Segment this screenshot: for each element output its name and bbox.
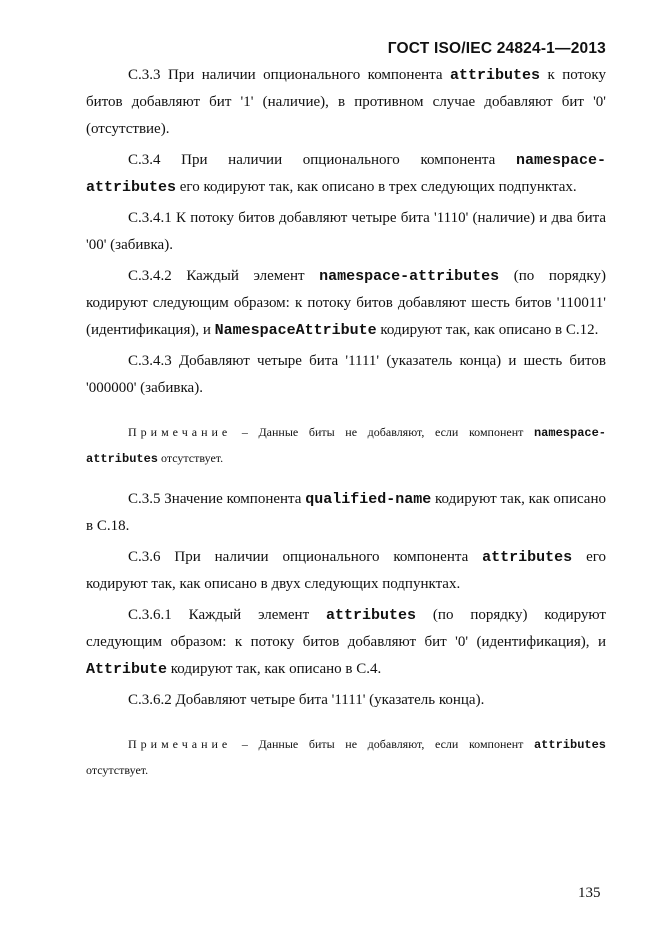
code-term: qualified-name [305,491,432,508]
page-body [86,62,606,783]
code-term: attributes [533,738,606,752]
paragraph-c362: С.3.6.2 Добавляют четыре бита '1111' (указатель конца). [128,692,485,708]
paragraph-c342: С.3.4.2 Каждый элемент namespace-attributes (по порядку) кодируют следующим образом: к потоку битов добавляют шесть битов '110011' (идентификация), и NamespaceAttribute кодируют так, как описано в С.12. [86,268,606,339]
code-term: attributes [450,67,541,84]
code-term: attributes [326,607,417,624]
paragraph-c33: С.3.3 При наличии опционального компонента attributes к потоку битов добавляют бит '1' (наличие), в противном случае добавляют бит '0' (отсутствие). [86,67,606,137]
document-header: ГОСТ ISO/IEC 24824-1—2013 [387,40,606,57]
paragraph-c34: С.3.4 При наличии опционального компонента namespace-attributes его кодируют так, как описано в трех следующих подпунктах. [86,152,606,196]
paragraph-c361: С.3.6.1 Каждый элемент attributes (по порядку) кодируют следующим образом: к потоку битов добавляют бит '0' (идентификация), и Attribute кодируют так, как описано в С.4. [86,607,606,678]
code-term: namespace-attributes [86,152,606,196]
paragraph-c35: С.3.5 Значение компонента qualified-name кодируют так, как описано в С.18. [86,491,606,534]
code-term: NamespaceAttribute [214,322,377,339]
code-term: Attribute [86,661,168,678]
code-term: namespace-attributes [319,268,500,285]
note-1: Примечание – Данные биты не добавляют, если компонент namespace-attributes отсутствует. [86,425,606,466]
note-2: Примечание – Данные биты не добавляют, если компонент attributes отсутствует. [86,737,606,777]
note-label: Примечание [128,737,232,751]
code-term: attributes [482,549,573,566]
code-term: namespace-attributes [86,426,606,466]
paragraph-c343: С.3.4.3 Добавляют четыре бита '1111' (указатель конца) и шесть битов '000000' (забивка). [86,353,606,396]
page-number: 135 [578,885,601,901]
note-label: Примечание [128,425,232,439]
paragraph-c341: С.3.4.1 К потоку битов добавляют четыре бита '1110' (наличие) и два бита '00' (забивка). [86,210,606,253]
paragraph-c36: С.3.6 При наличии опционального компонента attributes его кодируют так, как описано в двух следующих подпунктах. [86,549,606,592]
